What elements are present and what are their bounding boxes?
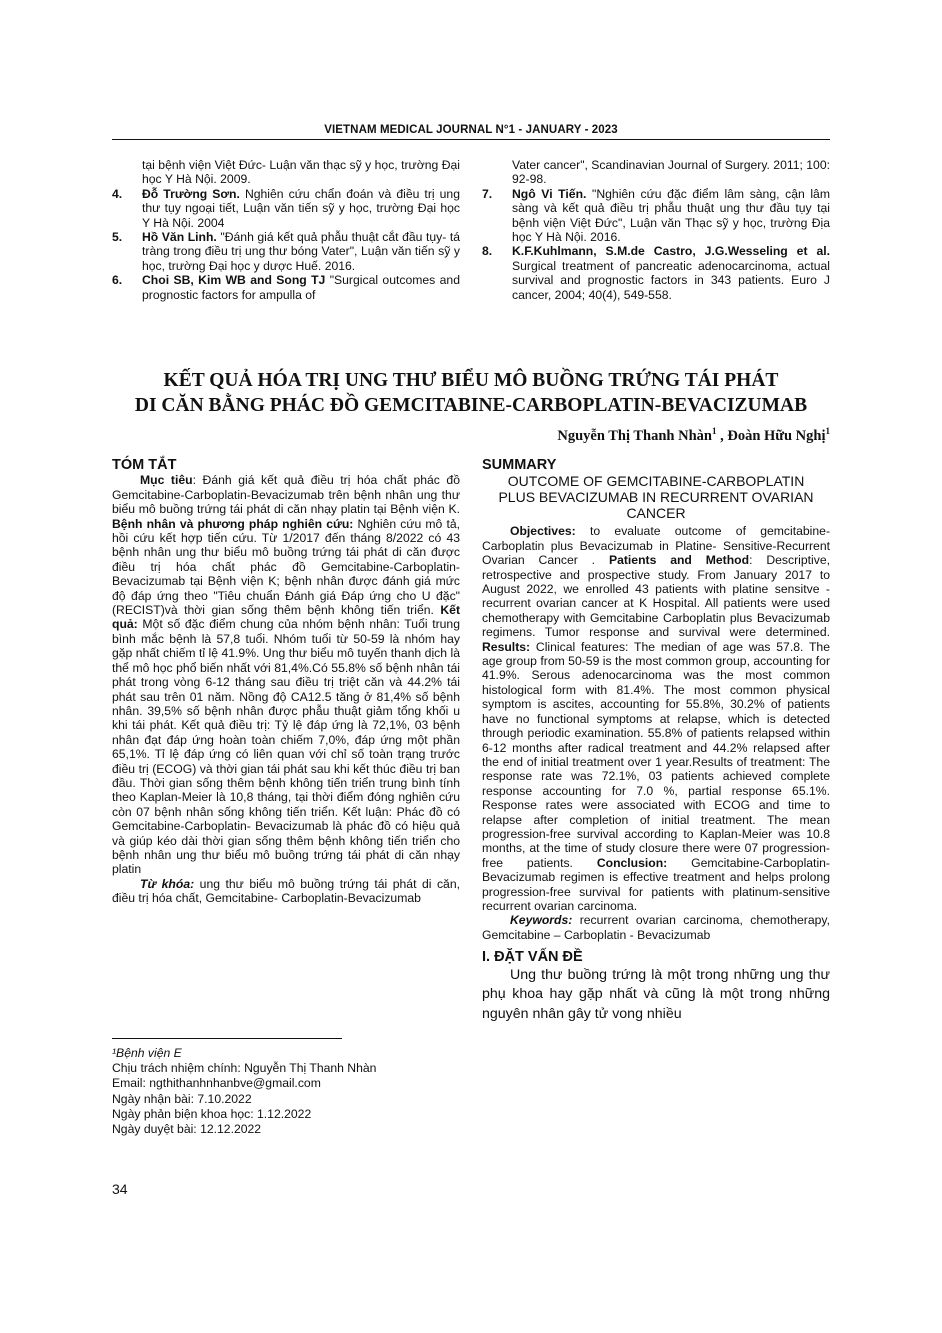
- reference-text: Nghiên cứu chẩn đoán và điều trị ung thư tụy ngoại tiết, Luận văn tiến sỹ y học, trường Đại học Y Hà Nội. 2004: [142, 186, 460, 230]
- keywords-text: recurrent ovarian carcinoma, chemotherapy, Gemcitabine – Carboplatin - Bevacizumab: [482, 913, 830, 942]
- objectives-text: to evaluate outcome of gemcitabine-Carboplatin plus Bevacizumab in Platine- Sensitive-Recurrent Ovarian Cancer .: [482, 524, 830, 568]
- objective-text: : Đánh giá kết quả điều trị hóa chất phác đồ Gemcitabine-Carboplatin-Bevacizumab trên bệnh nhân ung thư biểu mô buồng trứng tái phát di căn nhạy platin tại Bệnh viện K.: [112, 473, 460, 517]
- references-right: [482, 158, 830, 302]
- results-label: Results:: [482, 639, 531, 654]
- reference-number: 8.: [482, 244, 493, 259]
- objectives-label: Objectives:: [510, 524, 576, 539]
- reference-number: 6.: [112, 273, 123, 288]
- footnote-divider: [112, 1038, 342, 1039]
- results-text: Một số đặc điểm chung của nhóm bệnh nhân: Tuổi trung bình mắc bệnh là 57,8 tuổi. Nhóm tuổi từ 50-59 là nhóm hay gặp nhất chiếm tỉ lệ 41.9%. Ung thư biểu mô tuyến thanh dịch là thể mô học phổ biến nhất với 81,4%.Có 55.8% số bệnh nhân tái phát trong vòng 6-12 tháng sau điều trị triệt căn và 44.2% tái phát sau trên 01 năm. Nồng độ CA12.5 tăng ở 81,4% số bệnh nhân. 39,5% số bệnh nhân được phẫu thuật giảm tổng khối u khi tái phát. Kết quả điều trị: Tỷ lệ đáp ứng là 72,1%, 03 bệnh nhân đạt đáp ứng hoàn toàn chiếm 7,0%, đáp ứng một phần 65,1%. Tỉ lệ đáp ứng có liên quan với chỉ số toàn trạng trước điều trị (ECOG) và thời gian tái phát sau khi kết thúc điều trị ban đầu. Thời gian sống thêm bệnh không tiến triển trung bình tính theo Kaplan-Meier là 10,8 tháng, tại thời điểm đóng nghiên cứu còn 07 bệnh nhân sống không tiến triển. Kết luận: Phác đồ có Gemcitabine-Carboplatin- Bevacizumab là phác đồ có hiệu quả và giúp kéo dài thời gian sống thêm bệnh không tiến triển cho bệnh nhân ung thư biểu mô buồng trứng tái phát di căn nhạy platin: [112, 617, 460, 877]
- footnote-affiliation: ¹Bệnh viện E: [112, 1046, 182, 1060]
- conclusion-label: Conclusion:: [596, 855, 668, 870]
- journal-header: VIETNAM MEDICAL JOURNAL N°1 - JANUARY - 2023: [324, 124, 618, 136]
- methods-text: Nghiên cứu mô tả, hồi cứu kết hợp tiến cứu. Từ 1/2017 đến tháng 8/2022 có 43 bệnh nhân ung thư biểu mô buồng trứng tái phát di căn được điều trị hóa chất phác đồ Gemcitabine-Carboplatin-Bevacizumab tại Bệnh viện K; bệnh nhân được đánh giá mức độ đáp ứng theo "Tiêu chuẩn Đánh giá Đáp ứng cho U đặc" (RECIST)và thời gian sống thêm bệnh không tiến triển.: [112, 516, 460, 618]
- reference-8: [482, 244, 830, 302]
- methods-text: : Descriptive, retrospective and prospective study. From January 2017 to August 2022, we enrolled 43 patients with platine sensitve - recurrent ovarian cancer at K Hospital. All patients were used chemotherapy with Gemcitabine Carboplatin plus Bevacizumab regimens. Tumor response and survival were determined.: [482, 553, 830, 640]
- reference-number: 4.: [112, 186, 123, 201]
- reference-text: Surgical treatment of pancreatic adenocarcinoma, actual survival and prognostic factors in 343 patients. Euro J cancer, 2004; 40(4), 549-558.: [512, 258, 830, 302]
- section-heading-summary: SUMMARY: [482, 457, 557, 473]
- reference-text: "Nghiên cứu đặc điểm lâm sàng, cận lâm sàng và kết quả điều trị phẫu thuật ung thư đầu tụy tại bệnh viện Việt Đức", Luận văn Thạc sỹ y học, trường Địa học Y Hà Nội. 2016.: [512, 186, 830, 245]
- results-label: Kết quả:: [112, 603, 460, 632]
- abstract-english: [482, 458, 830, 1024]
- keywords-text: ung thư biểu mô buồng trứng tái phát di căn, điều trị hóa chất, Gemcitabine- Carboplatin-Bevacizumab: [112, 876, 460, 906]
- reference-author: Ngô Vi Tiến.: [512, 186, 587, 201]
- footnotes: [112, 1046, 460, 1137]
- reference-author: Đỗ Trường Sơn.: [142, 186, 240, 201]
- footnote-received: Ngày nhận bài: 7.10.2022: [112, 1091, 252, 1106]
- reference-6: [112, 273, 460, 302]
- summary-body: [482, 524, 830, 913]
- reference-author: Hồ Văn Linh.: [142, 230, 217, 245]
- authors: [557, 426, 830, 445]
- title-line-2: DI CĂN BẰNG PHÁC ĐỒ GEMCITABINE-CARBOPLATIN-BEVACIZUMAB: [134, 395, 808, 416]
- summary-title: OUTCOME OF GEMCITABINE-CARBOPLATIN PLUS BEVACIZUMAB IN RECURRENT OVARIAN CANCER: [498, 473, 814, 522]
- section-heading-introduction: I. ĐẶT VẤN ĐỀ: [482, 949, 583, 966]
- abstract-body: [112, 473, 460, 876]
- author-separator: ,: [716, 427, 728, 444]
- reference-7: [482, 187, 830, 245]
- reference-text: tại bệnh viện Việt Đức- Luận văn thạc sỹ y học, trường Đại học Y Hà Nội. 2009.: [142, 158, 460, 187]
- reference-continuation: [482, 158, 830, 187]
- methods-label: Patients and Method: [608, 553, 750, 568]
- footnote-corresponding: Chịu trách nhiệm chính: Nguyễn Thị Thanh Nhàn: [112, 1061, 377, 1076]
- page-number: 34: [112, 1181, 128, 1197]
- abstract-vietnamese: [112, 458, 460, 906]
- keywords-label: Từ khóa:: [140, 876, 195, 891]
- methods-label: Bệnh nhân và phương pháp nghiên cứu:: [112, 516, 354, 531]
- keywords-label: Keywords:: [510, 913, 573, 928]
- reference-author: K.F.Kuhlmann, S.M.de Castro, J.G.Wesseling et al.: [512, 244, 830, 259]
- keywords-vietnamese: [112, 877, 460, 906]
- reference-text: "Surgical outcomes and prognostic factors for ampulla of: [142, 273, 460, 302]
- keywords-english: [482, 913, 830, 942]
- introduction-text: Ung thư buồng trứng là một trong những ung thư phụ khoa hay gặp nhất và cũng là một trong những nguyên nhân gây tử vong nhiều: [482, 966, 830, 1022]
- objective-label: Mục tiêu: [140, 473, 193, 488]
- footnote-reviewed: Ngày phản biện khoa học: 1.12.2022: [112, 1106, 312, 1121]
- section-heading-tomtat: TÓM TẮT: [112, 457, 177, 473]
- results-text: Clinical features: The median of age was 57.8. The age group from 50-59 is the most common group, accounting for 41.9%. Serous adenocarcinoma was the most common histological form with 81.4%. The most common physical symptom is ascites, accounting for 55.8%, 30.2% of patients have no functional symptoms at relapse, which is detected through periodic examination. 55.8% of patients relapsed within 6-12 months after radical treatment and 44.2% relapsed after the end of initial treatment over 1 year.Results of treatment: The response rate was 72.1%, 03 patients achieved complete response accounting for 7.0 %, partial response 65.1%. Response rates were associated with ECOG and time to relapse after completion of initial treatment. The mean progression-free survival according to Kaplan-Meier was 10.8 months, at the time of study closure there were 07 progression-free patients.: [482, 639, 830, 870]
- reference-text: Vater cancer", Scandinavian Journal of Surgery. 2011; 100: 92-98.: [512, 158, 831, 187]
- references-left: [112, 158, 460, 302]
- conclusion-text: Gemcitabine-Carboplatin- Bevacizumab regimen is effective treatment and helps prolong progression-free survival for patients with platinum-sensitive recurrent ovarian carcinoma.: [482, 855, 830, 913]
- reference-text: "Đánh giá kết quả phẫu thuật cắt đầu tụy- tá tràng trong điều trị ung thư bóng Vater", Luận văn tiến sỹ y học, trường Đại học y dược Huế. 2016.: [142, 230, 460, 273]
- reference-number: 5.: [112, 230, 123, 245]
- affiliation-mark: 1: [825, 426, 830, 436]
- reference-continuation: [112, 158, 460, 187]
- title-line-1: KẾT QUẢ HÓA TRỊ UNG THƯ BIỂU MÔ BUỒNG TRỨNG TÁI PHÁT: [163, 370, 779, 391]
- reference-4: [112, 187, 460, 230]
- author-1: Nguyễn Thị Thanh Nhàn: [557, 427, 712, 444]
- footnote-accepted: Ngày duyệt bài: 12.12.2022: [112, 1122, 262, 1137]
- reference-5: [112, 230, 460, 273]
- reference-author: Choi SB, Kim WB and Song TJ: [142, 273, 326, 288]
- affiliation-mark: 1: [711, 426, 717, 436]
- author-2: Đoàn Hữu Nghị: [727, 427, 826, 444]
- article-title: [112, 368, 830, 418]
- reference-number: 7.: [482, 186, 493, 201]
- footnote-email: Email: ngthithanhnhanbve@gmail.com: [112, 1076, 321, 1091]
- header-divider: [112, 139, 830, 140]
